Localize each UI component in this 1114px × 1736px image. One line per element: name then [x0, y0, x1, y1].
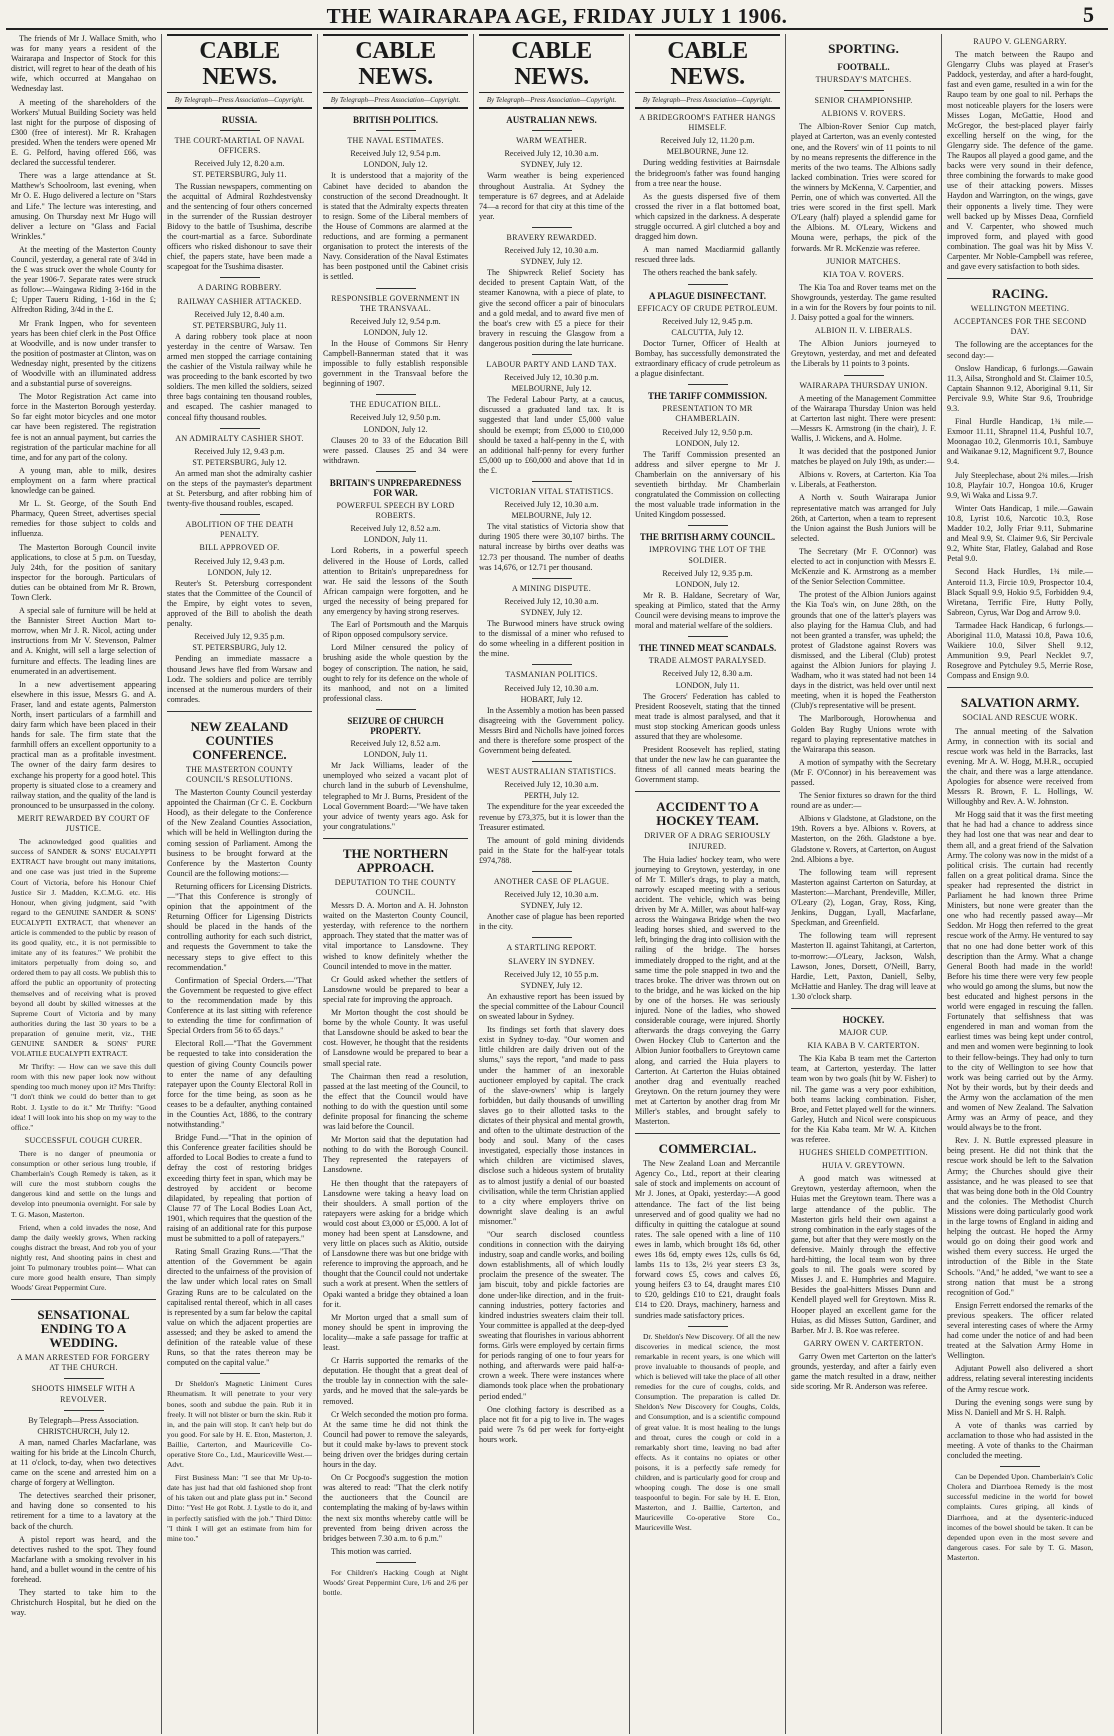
- dateline: Received July 12, 9.43 p.m.: [194, 446, 285, 456]
- article-headline: THURSDAY'S MATCHES.: [815, 75, 912, 85]
- news-paragraph: The Kia Toa and Rover teams met on the Showgrounds, yesterday. The game resulted in a win for the Rovers by four points to nil. J. Daisy potted a goal for the winners.: [791, 282, 936, 323]
- news-paragraph: The annual meeting of the Salvation Army, in connection with its social and rescue work was held in the Barracks, last evening. Mr A. W. Hogg, M.H.R., occupied the chair, and there was a large attendance. Apologies for absence were received from Messrs R. Brown, F. L. Hollings, W. Willoughby and Rev. A. W. Johnston.: [947, 726, 1093, 807]
- news-paragraph: In the Assembly a motion has been passed disagreeing with the Government policy. Messrs Bird and Nicholls have joined forces and there is therefore some prospect of the Government being defeated.: [479, 705, 624, 756]
- divider: [220, 428, 260, 429]
- section-banner: CABLE NEWS.: [167, 34, 312, 93]
- article-headline: WELLINGTON MEETING.: [970, 304, 1070, 314]
- dateline: Received July 12, 8.52 a.m.: [350, 524, 441, 534]
- news-paragraph: Mr Morton said that the deputation had nothing to do with the Borough Council. They represented the ratepayers of Lansdowne.: [323, 1135, 468, 1175]
- divider: [220, 130, 260, 131]
- section-heading: SPORTING.: [828, 41, 899, 56]
- dateline: Received July 12, 8.30 a.m.: [662, 669, 753, 679]
- news-paragraph: The Shipwreck Relief Society has decided to present Captain Watt, of the steamer Kanowna, with a piece of plate, to give the second officer a pair of binoculars and a gold medal, and to award five men of the boat's crew with £5 a piece for their bravery in rescuing the Glasgow from a dangerous position during the late hurricane.: [479, 268, 624, 348]
- news-paragraph: A motion of sympathy with the Secretary (Mr F. O'Connor) in his bereavement was passed.: [791, 757, 936, 787]
- news-paragraph: The Masterton Borough Council invite applications, to close at 5 p.m. on Tuesday, July 24th, for the position of sanitary inspector for the borough. Particulars of duties can be obtained from Mr R. Brown, Town Clerk.: [11, 542, 156, 602]
- section-banner: CABLE NEWS.: [635, 34, 780, 93]
- news-paragraph: It was decided that the postponed Junior matches be played on July 19th, as under:—: [791, 447, 936, 467]
- article-headline: AN ADMIRALTY CASHIER SHOT.: [175, 433, 304, 443]
- news-paragraph: The Kia Kaba B team met the Carterton team, at Carterton, yesterday. The latter team won by two goals (hit by W. Fisher) to nil. The game was a very poor exhibition, both teams lacking combination. Fisher, Broe, and Fettet played well for the winners. Garley, Hutch and Nicol were conspicuous for the Kia Kaba team. Mr W. A. Kitchen was referee.: [791, 1054, 936, 1144]
- article-subheadline: ALBIONS V. ROVERS.: [821, 109, 906, 119]
- article-headline: NEW ZEALAND COUNTIES CONFERENCE.: [190, 718, 289, 762]
- divider: [376, 394, 416, 395]
- dateline-place: LONDON, July 12.: [363, 424, 428, 434]
- dateline-place: SYDNEY, July 12.: [520, 160, 583, 170]
- advert-paragraph: Dr. Sheldon's New Discovery. Of all the new discoveries in medical science, the most remarkable in recent years, is one which will prove invaluable to thousands of people, and which is believed will take the place of all other remedies for the cure of coughs, colds, and Consumption. The preparation is called Dr. Sheldon's New Discovery for Coughs, Colds, and Consumption, and is a scientific compound of great value. It is most healing to the lungs and throat, cures the cough or cold in a remarkably short time, leaving no bad after effects. As it contains no opiates or other poisons, it is a perfectly safe remedy for children, and is particularly good for croup and whooping cough. The dose is one small teaspoonful to begin. For sale by H. E. Eton, Masterton, and J. Baillie, Carterton, and Mauriceville Co-operative Store Co., Mauriceville West.: [635, 1331, 780, 1533]
- divider: [635, 1133, 780, 1134]
- article-headline: SALVATION ARMY.: [960, 695, 1080, 711]
- news-paragraph: The Masterton County Council yesterday appointed the Chairman (Cr C. E. Cockburn Hood), as their delegate to the Conference of the New Zealand Counties Association, which will be held in Wellington during the coming session of Parliament. Among the business to be brought forward at the Conference by the Masterton County Council are the following motions:—: [167, 788, 312, 878]
- news-paragraph: Lord Roberts, in a powerful speech delivered in the House of Lords, called attention to Britain's unpreparedness for war. He said the lessons of the South African campaign were forgotten, and he urged the necessity of being prepared for any emergency by having strong reserves.: [323, 546, 468, 617]
- divider: [688, 384, 728, 385]
- news-paragraph: The following team will represent Masterton against Carterton on Saturday, at Masterton:—Marchant, Prendeville, Miller, O'Leary (2), Logan, Gray, Ross, King, Jenkins, Duggan, Lyall, Macfarlane, Speckman, and Greenfield.: [791, 867, 936, 928]
- news-paragraph: During the evening songs were sung by Miss N. Daniell and Mr S. H. Ralph.: [947, 1397, 1093, 1417]
- news-paragraph: A man, named Charles Macfarlane, was waiting for his bride at the Lincoln Church, at 11 o'clock, to-day, when two detectives came on the scene and arrested him on a charge of forgery at Wellington.: [11, 1437, 156, 1488]
- news-paragraph: Onslow Handicap, 6 furlongs.—Gawain 11.3, Ailsa, Stronghold and St. Claimer 10.5, Captain Shannon 9.12, Aboriginal 9.11, Sir Percivale 9.9, White Star 9.6, Troubridge 9.3.: [947, 363, 1093, 413]
- news-paragraph: President Roosevelt has replied, stating that under the new law he can guarantee the fitness of all canned meats bearing the Government stamp.: [635, 745, 780, 785]
- advert-paragraph: The acknowledged good qualities and success of SANDER & SONS' EUCALYPTI EXTRACT have brought out many imitations, and one case was just tried in the Supreme Court of Victoria, before his Honour Chief Justice Sir J. Madden, K.C.M.G. etc. His Honour, when giving judgment, said "with regard to the GENUINE SANDER & SONS' EUCALYPTI EXTRACT, that whenever an article is commended to the public by reason of its good quality, etc., it is not permissible to imitate any of its features." We prohibit the imitators perpetually from doing so, and ordered them to pay all costs. We publish this to afford the public an opportunity of protecting themselves and of receiving what is proved beyond all doubt by skilled witnesses at the Supreme Court of Victoria and by many authorities during the last 30 years to be a preparation of genuine merit, viz., THE GENUINE SANDER & SONS' PURE VOLATILE EUCALYPTI EXTRACT.: [11, 837, 156, 1059]
- divider: [688, 1326, 728, 1327]
- news-paragraph: On Cr Pocgood's suggestion the motion was altered to read: "That the clerk notify the auctioneers that the Council are contemplating the making of by-laws within the next six months whereby cattle will be prevented from being driven across the bridges between 7.30 a.m. to 6 p.m.": [323, 1473, 468, 1543]
- dateline: Received July 12, 10.30 a.m.: [504, 246, 599, 256]
- article-headline: RAUPO V. GLENGARRY.: [973, 37, 1067, 46]
- dateline-place: LONDON, July 12.: [363, 160, 428, 170]
- article-headline: COMMERCIAL.: [658, 1141, 757, 1157]
- news-paragraph: A daring robbery took place at noon yesterday in the centre of Warsaw. Ten armed men stopped the carriage containing the cashier of the Vistula railway while he was proceeding to the bank escorted by two soldiers. The men killed the soldiers, seized three bags containing ten thousand roubles, and escaped. The cashier managed to conceal fifty thousand roubles.: [167, 331, 312, 422]
- divider: [635, 791, 780, 792]
- news-paragraph: Albions v Gladstone, at Gladstone, on the 19th. Rovers a bye. Albions v. Rovers, at Masterton, on the 26th. Gladstone a bye. Gladstone v. Rovers, at Carterton, on August 2nd. Albions a bye.: [791, 814, 936, 864]
- news-paragraph: The vital statistics of Victoria show that during 1905 there were 30,107 births. The natural increase by births over deaths was 12.73 per thousand. The number of deaths was 14,676, or 12.71 per thousand.: [479, 522, 624, 572]
- dateline-place: SYDNEY, July 12.: [520, 980, 583, 990]
- article-headline: A BRIDEGROOM'S FATHER HANGS HIMSELF.: [639, 113, 776, 133]
- news-paragraph: Messrs D. A. Morton and A. H. Johnston waited on the Masterton County Council, yesterday, with reference to the northern approach. They stated that the matter was of vital importance to Lansdowne. They wished to know definitely whether the Council intended to move in the matter.: [323, 901, 468, 971]
- section-heading: BRITISH POLITICS.: [352, 115, 439, 126]
- dateline-place: ST. PETERSBURG, July 11.: [192, 320, 287, 330]
- news-paragraph: Cr Welch seconded the motion pro forma. At the same time he did not think the Council had power to remove the saleyards, but it could make by-laws to prevent stock being driven over the bridges during certain hours in the day.: [323, 1409, 468, 1470]
- dateline-place: MELBOURNE, July 12.: [511, 511, 592, 521]
- news-paragraph: A good match was witnessed at Greytown, yesterday afternoon, when the Huias met the Greytown team. There was a large attendance of the public. The Masterton girls held their own against a strong combination in the early stages of the game, but after that they were mostly on the defensive. Mainly through the effective hard-hitting, the local team won by three goals to nil. The goals were scored by Misses J. and E. Humphries and Maguire. Besides the goal-hitters Misses Dunn and Kendell played well for Greytown. Miss R. Hooper played an excellent game for the Huias, as did Misses Sutton, Gardiner, and Barber. Mr J. B. Roe was referee.: [791, 1174, 936, 1335]
- advert-paragraph: Can be Depended Upon. Chamberlain's Colic Cholera and Diarrhoea Remedy is the most successful medicine in the world for bowel complaints. Cures griping, all kinds of Diarrhoea, and at the dysenteric-induced incomes of the bowel should be taken. It can be depended upon even in the most severe and dangerous cases. For sale by T. G. Mason, Masterton.: [947, 1472, 1093, 1562]
- article-headline: BRAVERY REWARDED.: [506, 232, 597, 242]
- byline: By Telegraph—Press Association—Copyright.: [323, 94, 468, 109]
- dateline: Received July 12, 9.35 p.m.: [662, 568, 753, 578]
- divider: [947, 687, 1093, 688]
- article-headline: BRITAIN'S UNPREPAREDNESS FOR WAR.: [329, 477, 462, 498]
- divider: [1000, 1466, 1040, 1467]
- article-headline: THE BRITISH ARMY COUNCIL.: [639, 532, 776, 543]
- section-heading: RUSSIA.: [221, 115, 258, 126]
- article-subheadline: POWERFUL SPEECH BY LORD ROBERTS.: [336, 501, 455, 521]
- news-paragraph: A meeting of the Management Committee of the Wairarapa Thursday Union was held at Carterton last night. There were present:—Messrs K. Armstrong (in the chair), J. F. Wallis, J. Wickens, and A. Holme.: [791, 393, 936, 443]
- dateline-place: LONDON, July 12.: [675, 438, 740, 448]
- news-paragraph: The match between the Raupo and Glengarry Clubs was played at Fraser's Paddock, yesterday, and after a hard-fought, fast and even game, resulted in a win for the Raupo team by one goal to nil. Perhaps the most noticeable players for the losers were Misses Logan, McGattie, Hood and McGregor, the best-placed player fairly excelling herself on the wing, for the Glengarry side. The defence of the game. The Raupos all played a good game, and the backs were very sound in their defence, three combining the forwards to make good use of their attacking powers. Misses Haydon and Warrington, on the wings, gave their opponents a lively time. They were well backed up by Misses Deaa, Cornfield and V. Carpenter, who showed much improved form, and played with good combination. The goal was hit by Miss V. Carpenter. Mr Noble-Campbell was referee, and gave every satisfaction to both sides.: [947, 50, 1093, 272]
- article-subheadline: DEPUTATION TO THE COUNTY COUNCIL.: [334, 877, 457, 897]
- byline: By Telegraph—Press Association—Copyright.: [635, 94, 780, 109]
- divider: [323, 838, 468, 839]
- news-paragraph: The following team will represent Masterton II. against Tahitangi, at Carterton, to-morrow:—O'Leary, Jackson, Walsh, Lawson, Jones, Dorsett, O'Neill, Barry, Hardie, Lett, Paxton, Daniell, Selby, McHattie and Hanley. The drag will leave at 1.30 o'clock sharp.: [791, 931, 936, 1001]
- dateline-place: MELBOURNE, July 12.: [511, 384, 592, 394]
- news-paragraph: Bridge Fund.—"That in the opinion of this Conference greater facilities should be afforded to Local Bodies to create a fund to defray the cost of restoring bridges exceeding thirty feet in span, which may be destroyed by accident or become dilapidated, by repealing that portion of Clause 77 of The Local Bodies Loan Act, 1901, which requires that the question of the raising of an additional rate for this purpose must be submitted to a poll of ratepayers.": [167, 1133, 312, 1244]
- news-paragraph: Ensign Ferrett endorsed the remarks of the previous speakers. The officer related several interesting cases of where the Army had come under the notice of and had been treated at the Salvation Army Home in Wellington.: [947, 1300, 1094, 1361]
- article-subheadline: TRADE ALMOST PARALYSED.: [648, 656, 767, 666]
- news-paragraph: Rating Small Grazing Runs.—"That the attention of the Government be again directed to the unfairness of the provision of the law under which local rates on Small Grazing Runs are to be calculated on the capitalised rental thereof, which in all cases is represented by a sum far below the capital value on which the adjacent properties are assessed; and they be asked to amend the definition of the rateable value of these Runs, so that the rates thereon may be computed on the capital value.": [167, 1247, 312, 1368]
- dateline: Received July 12, 10.30 a.m.: [504, 500, 599, 510]
- news-paragraph: Lord Milner censured the policy of brushing aside the whole question by the bogey of conscription. The nation, he said, ought to rely for its defence on the whole of its manhood, and not on a limited professional class.: [323, 643, 468, 703]
- divider: [532, 578, 572, 579]
- advert-poem: Friend, when a cold invades the nose, And damp the daily weekly grows, When racking coughs distract the breast, And rob you of your nightly rest, And shooting pains in chest and joint To pulmonary troubles point— What can cure more good health ensure, Than simply Woods' Great Peppermint Cure.: [11, 1222, 156, 1293]
- dateline: Received July 12, 9.50 p.m.: [350, 413, 441, 423]
- masthead: [6, 0, 1108, 30]
- news-paragraph: Another case of plague has been reported in the city.: [479, 912, 624, 932]
- article-subheadline: SOCIAL AND RESCUE WORK.: [962, 713, 1078, 723]
- dateline-place: LONDON, July 11.: [363, 535, 428, 545]
- news-paragraph: The Burwood miners have struck owing to the dismissal of a miner who refused to do some wheeling in a different position in the mine.: [479, 619, 624, 659]
- divider: [64, 1410, 104, 1411]
- news-paragraph: A man named Macdiarmid gallantly rescued three lads.: [635, 245, 780, 265]
- column-3: [318, 34, 474, 1734]
- article-subheadline: GARRY OWEN V. CARTERTON.: [803, 1338, 924, 1348]
- news-paragraph: The Russian newspapers, commenting on the acquittal of Admiral Rozhdestvensky and the sentencing of four others concerned in the surrender of the Russian destroyer Bidovy to the battle of Tsushima, describe the court-martial as a farce. Subordinate officers who risked dishonour to save their chief, the papers state, have been made a scapegoat for the Tsushima disaster.: [167, 181, 312, 272]
- divider: [532, 130, 572, 131]
- news-paragraph: A pistol report was heard, and the detectives rushed to the spot. They found Macfarlane with a smoking revolver in his hand, and a bullet wound in the centre of his forehead.: [11, 1534, 156, 1585]
- dateline: Received July 12, 9.35 p.m.: [194, 632, 285, 642]
- article-headline: ABOLITION OF THE DEATH PENALTY.: [185, 520, 294, 540]
- byline: By Telegraph—Press Association—Copyright.: [167, 94, 312, 109]
- news-paragraph: The detectives searched their prisoner, and having done so consented to his retirement for a time to a lavatory at the back of the church.: [11, 1491, 156, 1531]
- divider: [376, 130, 416, 131]
- divider: [532, 664, 572, 665]
- news-paragraph: The Grocers' Federation has cabled to President Roosevelt, stating that the tinned meat trade is almost paralysed, and that it must stop stocking American goods unless assured that they are wholesome.: [635, 691, 780, 741]
- section-heading: HOCKEY.: [842, 1014, 885, 1025]
- news-paragraph: The friends of Mr J. Wallace Smith, who was for many years a resident of the Wairarapa and Inspector of Stock for this district, will regret to hear of the death of his wife, which occurred at Mangahao on Wednesday last.: [11, 34, 156, 94]
- divider: [844, 90, 884, 91]
- divider: [376, 709, 416, 710]
- article-subheadline: EFFICACY OF CRUDE PETROLEUM.: [637, 303, 778, 313]
- columns: [6, 34, 1108, 1734]
- news-paragraph: Cr Harris supported the remarks of the deputation. He thought that a great deal of the trouble lay in connection with the sale-yards, and he moved that the sale-yards be removed.: [323, 1356, 468, 1406]
- news-paragraph: Adjutant Powell also delivered a short address, relating several interesting incidents of the Army rescue work.: [947, 1364, 1093, 1394]
- news-paragraph: The Tariff Commission presented an address and silver epergne to Mr J. Chamberlain on the anniversary of his seventieth birthday. Mr Chamberlain congratulated the Commission on collecting the most valuable trade information in the United Kingdom possessed.: [635, 449, 780, 520]
- news-paragraph: It is understood that a majority of the Cabinet have decided to abandon the construction of the second Dreadnought. It is stated that the Admiralty expects threaten to resign. Some of the Liberal members of the House of Commons are alarmed at the reductions, and are forming a permanent organisation to protect the interests of the Navy. Consideration of the Naval Estimates has been postponed until the Cabinet crisis is settled.: [323, 171, 468, 282]
- section-heading: AUSTRALIAN NEWS.: [506, 115, 597, 126]
- article-headline: THE NORTHERN APPROACH.: [342, 845, 449, 875]
- news-paragraph: Mr Morton thought the cost should be borne by the whole County. It was useful that Lansdowne should be asked to bear the cost. However, he thought that the residents of Lansdowne would be prepared to bear a small special rate.: [323, 1008, 468, 1068]
- article-headline: MERIT REWARDED BY COURT OF JUSTICE.: [17, 813, 150, 834]
- article-subheadline: RAILWAY CASHIER ATTACKED.: [177, 296, 302, 306]
- news-paragraph: The Huia ladies' hockey team, who were journeying to Greytown, yesterday, in one of Mr T. Miller's drags, to play a match, narrowly escaped meeting with a serious accident. The vehicle, which was being driven by Mr A. Miller, was about half-way across the Waingawa Bridge when the two leading horses shied, and swerved to the left, bringing the drag into collision with the railing of the bridge. The horses immediately dropped to the right, and at the same time the pole snapped in two and the traces broke. The driver was thrown out on to the bridge, and he was kicked on the hip by one of the horses. He was seriously injured. None of the ladies, who showed considerable courage, were injured. Shortly afterwards the drags conveying the Garry Owen Hockey Club to Carterton and the Albion Junior footballers to Greytown came along, and carried the Huia players to Carterton. At Carterton the Huias obtained another drag and eventually reached Greytown. On the return journey they were met at Carterton by another drag from Mr Miller's stables, and brought safely to Masterton.: [635, 854, 780, 1127]
- article-headline: WARM WEATHER.: [516, 136, 587, 146]
- news-paragraph: The Federal Labour Party, at a caucus, discussed a graduated land tax. It is suggested that land under £5,000 value should be exempt; from £5,000 to £10,000 should be taxed a half-penny in the £, with an additional half-penny for every further £5,000 up to £60,000 and above that 1d in the £.: [479, 395, 624, 475]
- news-paragraph: Mr Frank Ingpen, who for seventeen years has been chief clerk in the Post Office at Woodville, and is now under transfer to the position of postmaster at Clinton, was on Wednesday night, presented by the citizens of Woodville with an illuminated address and a substantial purse of sovereigns.: [11, 318, 156, 389]
- article-headline: THE EDUCATION BILL.: [350, 400, 441, 410]
- divider: [376, 471, 416, 472]
- news-paragraph: Tarmadee Hack Handicap, 6 furlongs.—Aboriginal 11.0, Matassi 10.8, Pawa 10.6, Waikiere 10.0, Silver Shell 9.12, Ammunition 9.9, Pearl Necklet 9.7, Rosegrove and Pytchuley 9.5, Merrie Rose, Compass and Ensign 9.0.: [947, 620, 1093, 681]
- column-5: [630, 34, 786, 1734]
- article-headline: RESPONSIBLE GOVERNMENT IN THE TRANSVAAL.: [331, 293, 460, 313]
- article-headline: THE TARIFF COMMISSION.: [647, 391, 768, 402]
- dateline: Received July 12, 8.20 a.m.: [194, 159, 285, 169]
- dateline: Received July 12, 10.30 p.m.: [504, 373, 599, 383]
- dateline: Received July 12, 10 55 p.m.: [504, 969, 599, 979]
- column-2: [162, 34, 318, 1734]
- dateline: Received July 12, 8.52 a.m.: [350, 739, 441, 749]
- dateline: Received July 12, 9.43 p.m.: [194, 556, 285, 566]
- news-paragraph: Its findings set forth that slavery does exist in Sydney to-day. "Our women and little children are daily driven out of the slums," says the report, "and made to pass under the hammer of an inexorable auctioneer employed by capital. The crack of the slave-owners' whip is largely forbidden, but daily thousands of unwilling slaves go to their allotted tasks to the dictates of their physical and mental growth, and often to the ultimate destruction of the body and soul. Many of the cases investigated, especially those instances in which children are victimised slaves, disclose such a hideous system of brutality as to almost justify a denial of our boasted civilisation, while the term Christian applied to a city where employers thrive on downright slave dealing is an awful misnomer.": [479, 1025, 624, 1226]
- news-paragraph: One clothing factory is described as a place not fit for a pig to live in. The wages paid were 7s 6d per week for forty-eight hours work.: [479, 1404, 624, 1444]
- news-paragraph: An armed man shot the admiralty cashier on the steps of the paymaster's department at St. Petersburg, and after robbing him of twenty-five thousand roubles, escaped.: [167, 468, 312, 509]
- advert-paragraph: For Children's Hacking Cough at Night Woods' Great Peppermint Cure, 1/6 and 2/6 per bottle.: [323, 1567, 468, 1598]
- divider: [220, 1373, 260, 1374]
- news-paragraph: "Our search disclosed countless conditions in connection with the dairying industry, soap and candle works, and boiling down establishments, all of which loudly proclaim the presence of the sweater. The jam biscuit, toby and pickle factories are done under-like direction, and in the fruit-canning industries, pottery factories and kindred industries sweaters claim their toll. Your committee is appalled at the deep-dyed sweating that flourishes in various abhorrent forms. Girls were employed by certain firms for periods ranging of one to four years for nothing, and afterwards were paid half-a-crown a week. There were instances where diamonds took place when the probationary period ended.": [479, 1230, 624, 1401]
- news-paragraph: An exhaustive report has been issued by the special committee of the Labour Council on sweated labour in Sydney.: [479, 991, 624, 1022]
- advert-paragraph: Mr Thrifty: — How can we save this dull room with this new paper look now without spending too much money upon it? Mrs Thrifty: "I don't think we could do better than to get Robt. J. Lystle to do it." Mr Thrifty: "Good idea! I will look into his shop on my way to the office.": [11, 1062, 156, 1132]
- dateline: Received July 12, 9.54 p.m.: [350, 316, 441, 326]
- dateline: Received July 12, 10.30 a.m.: [504, 596, 599, 606]
- dateline-place: CHRISTCHURCH, July 12.: [37, 1426, 130, 1436]
- article-headline: TASMANIAN POLITICS.: [505, 670, 598, 680]
- news-paragraph: Mr Morton urged that a small sum of money should be spent in improving the locality—make a safe passage for traffic at least.: [323, 1312, 468, 1353]
- news-paragraph: Rev. J. N. Buttle expressed pleasure in being present. He did not think that the rescue work should be left to the Salvation Army; the Churches should give their assistance, and he was pleased to see that that was being done both in the Old Country and the colonies. The Methodist Church Missions were doing particularly good work in the large towns of England in aiding and helping the outcast. He hoped the Army would go on doing their good work and wished them every success. He urged the introduction of the Bible in the State Schools. "And," he added, "we want to see a strong nation that must be a strong recognition of God.": [947, 1136, 1093, 1297]
- divider: [791, 1008, 936, 1009]
- column-4: [474, 34, 630, 1734]
- divider: [532, 937, 572, 938]
- news-paragraph: Mr Jack Williams, leader of the unemployed who seized a vacant plot of church land in the suburb of Levenshulme, telegraphed to Mr J. Burns, President of the Local Government Board:—"We have taken your advice of twenty years ago. Ask for your congratulations.": [323, 761, 468, 831]
- news-paragraph: The protest of the Albion Juniors against the Kia Toa's win, on June 28th, on the grounds that one of the latter's players was also playing for the Hamua Club, and had not been granted a transfer, was upheld; the protest of Gladstone against Rovers was dismissed, and the Liberal (Club) protest against the Albion Juniors for playing J. Wadham, who it was stated had not been 14 days in the district, was held over until next meeting, when it is hoped the Featherston (Club)'s representative will be present.: [791, 590, 936, 711]
- article-headline: HUGHES SHIELD COMPETITION.: [799, 1148, 928, 1158]
- news-paragraph: Returning officers for Licensing Districts.—"That this Conference is strongly of opinion that the appointment of the Returning Officer for Ligensing Districts should be placed in the hands of the controlling authority for each such district, and requests the Government to take the necessary steps to give effect to this recommendation.": [167, 881, 312, 972]
- news-paragraph: The amount of gold mining dividends paid in the State for the half-year totals £974,788.: [479, 835, 624, 865]
- news-paragraph: A meeting of the shareholders of the Workers' Mutual Building Society was held last night for the purpose of disposing of £300 (free of interest). Mr R. Krahagen presided. When the tenders were opened Mr E. G. Pelford, having offered £66, was declared the successful tenderer.: [11, 97, 156, 168]
- article-headline: THE COURT-MARTIAL OF NAVAL OFFICERS.: [174, 136, 305, 156]
- page-number: 5: [1083, 2, 1094, 27]
- dateline: Received July 12, 10.30 a.m.: [504, 149, 599, 159]
- article-headline: WAIRARAPA THURSDAY UNION.: [799, 380, 928, 390]
- news-paragraph: Cr Gould asked whether the settlers of Lansdowne would be prepared to bear a special rate for improving the approach.: [323, 974, 468, 1004]
- news-paragraph: A special sale of furniture will be held at the Bannister Street Auction Mart to-morrow, when Mr J. R. Nicol, acting under instructions from Mr V. Stevenson, Palmer and A. Knight, will sell a large selection of furniture and effects. The leading lines are enumerated in an advertisement.: [11, 606, 156, 676]
- dateline: Received July 12, 8.40 a.m.: [194, 309, 285, 319]
- dateline-place: ST. PETERSBURG, July 11.: [192, 170, 287, 180]
- news-paragraph: Mr R. B. Haldane, Secretary of War, speaking at Pimlico, stated that the Army Council were devising means to improve the moral and material welfare of the soldiers.: [635, 590, 780, 631]
- article-subheadline: SHOOTS HIMSELF WITH A REVOLVER.: [31, 1384, 136, 1404]
- news-paragraph: The Albion Juniors journeyed to Greytown, yesterday, and met and defeated the Liberals by 11 points to 3 points.: [791, 339, 936, 369]
- news-paragraph: In the House of Commons Sir Henry Campbell-Bannerman stated that it was impossible to fully establish responsible government in the Transvaal before the beginning of 1907.: [323, 338, 468, 389]
- news-paragraph: The Marlborough, Horowhenua and Golden Bay Rugby Unions wrote with regard to playing representative matches in the Wairarapa this season.: [791, 714, 936, 754]
- news-paragraph: The following are the acceptances for the second day:—: [947, 340, 1093, 360]
- news-paragraph: The Secretary (Mr F. O'Connor) was elected to act in conjunction with Messrs E. McKenzie and K. Armstrong as a member of the Senior Selection Committee.: [791, 546, 936, 587]
- news-paragraph: The Albion-Rover Senior Cup match, played at Carterton, was an evenly contested one, and the Rovers' win of 11 points to nil by no means represents the difference in the merits of the two teams. The Albions sadly lacked combination. Tries were scored for the winners by McKenna, V. Carpentier, and Perrin, one of which was converted. All the tries were scored in the first spell. Mark O'Leary (half) played a splendid game for the Albions. M. O'Leary, Wickens and Mouna were, perhaps, the pick of the forwards. Mr R. McKenzie was referee.: [791, 122, 936, 253]
- news-paragraph: During wedding festivities at Bairnsdale the bridegroom's father was found hanging from a tree near the house.: [635, 158, 780, 188]
- article-headline: A PLAGUE DISINFECTANT.: [649, 290, 766, 301]
- article-headline: VICTORIAN VITAL STATISTICS.: [489, 487, 614, 496]
- article-subheadline: THE MASTERTON COUNTY COUNCIL'S RESOLUTIONS.: [185, 764, 294, 784]
- article-headline: LABOUR PARTY AND LAND TAX.: [486, 359, 617, 369]
- news-paragraph: Pending an immediate massacre a thousand Jews have fled from Warsaw and Lodz. The soldiers and police are terribly incensed at the numerous murders of their comrades.: [167, 654, 312, 704]
- section-heading: FOOTBALL.: [837, 62, 890, 72]
- divider: [532, 227, 572, 228]
- news-paragraph: Final Hurdle Handicap, 1¾ mile.—Exmoor 11.11, Shrapnel 11.4, Pushful 10.7, Moonagao 10.2, Glenmorris 10.1, Sambuye and Waikanae 9.12, Magnificent 9.7, Bounce 9.4.: [947, 417, 1093, 467]
- article-subheadline: ALBION II. V. LIBERALS.: [814, 326, 913, 336]
- article-subheadline: SLAVERY IN SYDNEY.: [508, 956, 595, 966]
- column-6: [786, 34, 942, 1734]
- news-paragraph: The Chairman then read a resolution, passed at the last meeting of the Council, to the effect that the Council would have nothing to do with the question until some definite proposal for financing the scheme was laid before the Council.: [323, 1071, 468, 1132]
- column-1: [6, 34, 162, 1734]
- article-subheadline: HUIA V. GREYTOWN.: [822, 1161, 905, 1171]
- article-headline: ANOTHER CASE OF PLAGUE.: [493, 877, 610, 886]
- dateline-place: LONDON, July 12.: [675, 579, 740, 589]
- dateline-place: LONDON, July 12.: [207, 567, 272, 577]
- byline: By Telegraph—Press Association—Copyright.: [479, 94, 624, 109]
- dateline-place: PERTH, July 12.: [524, 791, 579, 801]
- dateline-place: SYDNEY, July 12.: [520, 607, 583, 617]
- divider: [532, 481, 572, 482]
- dateline: Received July 12, 9.50 p.m.: [662, 427, 753, 437]
- masthead-title: THE WAIRARAPA AGE, FRIDAY JULY 1⁠ 1906.: [326, 4, 788, 28]
- dateline-place: ST. PETERSBURG, July 12.: [192, 643, 287, 653]
- news-paragraph: In a new advertisement appearing elsewhere in this issue, Messrs G. and A. Fraser, land and estate agents, Palmerston North, insert particulars of a farmhill and dairy farm which have been placed in their hands for sale. The firm state that the farmhill offers an excellent opportunity to a practical man as a profitable investment. The owner of the dairy farm desires to exchange his property for a good hotel. This property is situated close to a creamery and railway station, and the quality of the land is pronounced to be unsurpassed in the colony.: [11, 679, 156, 810]
- news-paragraph: Second Hack Hurdles, 1¾ mile.—Anteroid 11.3, Fircie 10.9, Prospector 10.4, Black Squall 9.9, Hokio 9.5, Forbidden 9.4, Wiretana, Terrific Fire, Hutty Polly, Sabreon, Cyrus, War Dog and Arrow 9.0.: [947, 567, 1093, 617]
- divider: [376, 288, 416, 289]
- divider: [947, 278, 1093, 279]
- news-paragraph: He then thought that the ratepayers of Lansdowne were taking a heavy load on their shoulders. A small portion of the ratepayers were asking for a bridge which would cost about £3,000 or £5,000. A lot of money had been spent at Lansdowne, and very little on places such as Akitio, outside of Lansdowne there was but one bridge with reference to improving the approach, and he thought that the Council could not undertake such a work at present. When the settlers of Opaki wanted a bridge they obtained a loan for it.: [323, 1178, 468, 1309]
- divider: [688, 284, 728, 285]
- news-paragraph: The Senior fixtures so drawn for the third round are as under:—: [791, 791, 936, 811]
- news-paragraph: The others reached the bank safely.: [643, 268, 758, 278]
- dateline-place: ST. PETERSBURG, July 12.: [192, 457, 287, 467]
- article-headline: A STARTLING REPORT.: [506, 943, 597, 953]
- article-subheadline: IMPROVING THE LOT OF THE SOLDIER.: [649, 545, 766, 565]
- divider: [220, 277, 260, 278]
- article-subheadline: JUNIOR MATCHES.: [826, 256, 901, 266]
- column-7: [942, 34, 1098, 1734]
- dateline-place: LONDON, July 12.: [363, 327, 428, 337]
- dateline: Received July 12, 10.30 a.m.: [504, 683, 599, 693]
- dateline-place: LONDON, July 11.: [363, 750, 428, 760]
- news-paragraph: At the meeting of the Masterton County Council, yesterday, a general rate of 3/4d in the £ was struck over the whole County for the year 1906-7. Separate rates were struck as follow:—Waingawa Riding 3-16d in the £; Upper Taueru Riding, 1-16d in the £; Alfredton Riding, 3/4d in the £.: [11, 244, 156, 315]
- divider: [688, 636, 728, 637]
- article-subheadline: KIA TOA V. ROVERS.: [822, 269, 905, 279]
- advert-headline: SUCCESSFUL COUGH CURER.: [24, 1135, 143, 1145]
- news-paragraph: Garry Owen met Carterton on the latter's grounds, yesterday, and after a fairly even game the match resulted in a draw, neither side scoring. Mr R. Anderson was referee.: [791, 1351, 936, 1392]
- divider: [11, 1299, 156, 1300]
- article-headline: A MINING DISPUTE.: [511, 583, 592, 593]
- news-paragraph: Electoral Roll.—"That the Government be requested to take into consideration the question of giving County Councils power to enter the name of any defaulting ratepayer upon the County Electoral Roll in force for the time being, as soon as he ceases to be a defaulter, anything contained in the Counties Act, 1886, to the contrary notwithstanding.": [167, 1039, 312, 1130]
- article-headline: WEST AUSTRALIAN STATISTICS.: [486, 767, 617, 777]
- divider: [220, 514, 260, 515]
- advert-paragraph: There is no danger of pneumonia or consumption or other serious lung trouble, if Chamberlain's Cough Remedy is taken, as it will cure the most stubborn coughs the dangerous kind and settle on the lungs and develop into pneumonia overnight. For sale by T. G. Mason, Masterton.: [11, 1148, 156, 1219]
- section-banner: CABLE NEWS.: [479, 34, 624, 93]
- dateline: Received July 12, 10.30 a.m.: [504, 780, 599, 790]
- divider: [376, 1562, 416, 1563]
- article-headline: THE TINNED MEAT SCANDALS.: [638, 643, 777, 654]
- dateline-place: SYDNEY, July 12.: [520, 901, 583, 911]
- news-paragraph: The Earl of Portsmouth and the Marquis of Ripon opposed compulsory service.: [323, 620, 468, 640]
- dateline-place: HOBART, July 12.: [520, 694, 583, 704]
- news-paragraph: Mr Hogg said that it was the first meeting that he had had a chance to address since they had lost one that was near and dear to them all, and a great friend of the Salvation Army. The colony was now in the midst of a political crisis. The curtain had recently fallen on a great political drama. Since the speaker had represented the district in Parliament he had known three Prime Ministers, but none were greater than the one who had recently passed away—Mr Seddon. Mr Hogg then referred to the great rescue work of the Army. He ventured to say that no one had done better work of this description than the Army. What a change General Booth had made in the world! Before his time there were very few people who would go among the slums, but now the best educated and highest persons in the world were engaged in rescuing the fallen. Fortunately that selfishness that was engendered in man and woman from the earliest times was being kept under control, and men and women were beginning to look to their fellow-beings. They had only to turn to the city of Wellington to see how that work was being carried out by the Army. Not by their words, but by their deeds and the Army won the acclamation of the men and women of New Zealand. The Salvation Army was an Army of peace, and they would always be to the front.: [947, 810, 1093, 1133]
- dateline-place: LONDON, July 11.: [675, 680, 740, 690]
- news-paragraph: A vote of thanks was carried by acclamation to those who had assisted in the meeting. A vote of thanks to the Chairman concluded the meeting.: [947, 1420, 1093, 1461]
- dateline: Received July 12, 11.20 p.m.: [660, 136, 755, 146]
- article-subheadline: KIA KABA B V. CARTERTON.: [807, 1041, 920, 1051]
- news-paragraph: Reuter's St. Petersburg correspondent states that the Committee of the Council of the Empire, by eight votes to seven, approved of the Bill to abolish the death penalty.: [167, 578, 312, 629]
- divider: [688, 525, 728, 526]
- article-subheadline: A MAN ARRESTED FOR FORGERY AT THE CHURCH.: [16, 1353, 151, 1373]
- news-paragraph: July Steeplechase, about 2¾ miles.—Irish 10.8, Playfair 10.7, Hongoa 10.6, Kruger 9.9, Wi Waka and Lissa 9.7.: [947, 470, 1093, 500]
- news-paragraph: Mr L. St. George, of the South End Pharmacy, Queen Street, advertises special remedies for those subject to colds and influenza.: [11, 499, 156, 539]
- article-subheadline: PRESENTATION TO MR CHAMBERLAIN.: [662, 404, 753, 424]
- article-headline: THE NAVAL ESTIMATES.: [347, 136, 444, 146]
- news-paragraph: Winter Oats Handicap, 1 mile.—Gawain 10.8, Lyrist 10.6, Narcotic 10.3, Rose Madder 10.2, Jolly Friar 9.11, Submarine and Meal 9.9, St. Claimer 9.6, Sir Percivale 9.2, White Star, Flatley, Galabad and Rose Petal 9.0.: [947, 503, 1093, 564]
- news-paragraph: As the guests dispersed five of them crossed the river in a flat bottomed boat, which capsized in the darkness. A desperate struggle occurred. A girl clutched a boy and dragged him down.: [635, 191, 780, 242]
- news-paragraph: Confirmation of Special Orders.—"That the Government be requested to give effect to the recommendation made by this Conference at its last sitting with reference to extending the time for confirmation of Special Orders from 56 to 65 days.": [167, 975, 312, 1036]
- news-paragraph: Albions v. Rovers, at Carterton. Kia Toa v. Liberals, at Featherston.: [791, 470, 936, 490]
- article-headline: SENSATIONAL ENDING TO A WEDDING.: [37, 1307, 130, 1351]
- dateline: Received July 12, 10.30 a.m.: [504, 890, 599, 900]
- divider: [64, 1378, 104, 1379]
- dateline: Received July 12, 9.54 p.m.: [350, 149, 441, 159]
- news-paragraph: A North v. South Wairarapa Junior representative match was arranged for July 26th, at Carterton, when a team to represent the Union against the Bush Juniors will be selected.: [791, 493, 936, 543]
- news-paragraph: There was a large attendance at St. Matthew's Schoolroom, last evening, when Mr O. E. Hugo delivered a lecture on "Stars and Life." The lecture was interesting, and amusing. On Thursday next Mr Hugo will deliver a lecture on "Glass and Facial Wrinkles.": [11, 171, 156, 241]
- advert-paragraph: First Business Man: "I see that Mr Up-to-date has just had that old fashioned shop front of his taken out and plate glass put in." Second Ditto: "Yes! He got Robt. J. Lystle to do it, and in perfectly satisfied with the job." Third Ditto: "I think I will get an estimate from him for mine too.": [167, 1473, 312, 1543]
- divider: [532, 761, 572, 762]
- article-headline: A DARING ROBBERY.: [197, 283, 282, 293]
- divider: [844, 375, 884, 376]
- news-paragraph: This motion was carried.: [331, 1546, 412, 1556]
- news-paragraph: Doctor Turner, Officer of Health at Bombay, has successfully demonstrated the extraordinary efficacy of crude petroleum as a plague disinfectant.: [635, 338, 780, 379]
- news-paragraph: They started to take him to the Christchurch Hospital, but he died on the way.: [11, 1588, 156, 1618]
- section-heading: RACING.: [992, 286, 1048, 302]
- article-subheadline: ACCEPTANCES FOR THE SECOND DAY.: [953, 317, 1087, 337]
- advert-paragraph: Dr Sheldon's Magnetic Liniment Cures Rheumatism. It will penetrate to your very bones, sooth and subdue the pain. Rub it in freely. It will not blister or burn the skin. Rub it in, and the pain will stop. It can't help but do you good. For sale by H. E. Eton, Masterton, J. Baillie, Carterton, and Mauriceville Co-operative Store Co., Ltd., Mauriceville West.—Advt.: [167, 1379, 312, 1470]
- article-headline: SEIZURE OF CHURCH PROPERTY.: [347, 715, 444, 736]
- article-subheadline: DRIVER OF A DRAG SERIOUSLY INJURED.: [644, 831, 771, 851]
- dateline-place: SYDNEY, July 12.: [520, 257, 583, 267]
- article-subheadline: BILL APPROVED OF.: [199, 543, 280, 553]
- article-subheadline: SENIOR CHAMPIONSHIP.: [814, 96, 913, 106]
- news-paragraph: The New Zealand Loan and Mercantile Agency Co., Ltd., report at their clearing sale of stock and implements on account of Mr J. Jones, at Opaki, yesterday:—A good attendance. The fact of the list being unreserved and of good quality we had no difficulty in quitting the catalogue at sound rates. The sale opened with a line of 110 ewes in lamb, which brought 18s 6d, other ewes 18s 6d, empty ewes 12s, culls 6s 6d, lambs 11s to 13s, 2½ year steers £3 3s, forward cows £5, cows and calves £6, young heifers £3 to £4, draught mares £10 to £20, geldings £10 to £21, draught foals £14 to £20. Drays, machinery, harness and sundries made satisfactory prices.: [635, 1159, 780, 1320]
- divider: [532, 354, 572, 355]
- dateline-place: CALCUTTA, July 12.: [671, 327, 744, 337]
- news-paragraph: The expenditure for the year exceeded the revenue by £73,375, but it is lower than the Treasurer estimated.: [479, 802, 624, 832]
- divider: [532, 871, 572, 872]
- news-paragraph: Clauses 20 to 33 of the Education Bill were passed. Clauses 25 and 34 were withdrawn.: [323, 435, 468, 465]
- article-headline: ACCIDENT TO A HOCKEY TEAM.: [656, 799, 759, 829]
- news-paragraph: A young man, able to milk, desires employment on a farm where practical knowledge can be gained.: [11, 465, 156, 496]
- section-banner: CABLE NEWS.: [323, 34, 468, 93]
- dateline: Received July 12, 9.45 p.m.: [662, 316, 753, 326]
- dateline-place: MELBOURNE, June 12.: [666, 147, 749, 157]
- divider: [167, 711, 312, 712]
- news-paragraph: The Motor Registration Act came into force in the Masterton Borough yesterday. So far eight motor bicycles and one motor car have been registered. The registration fee is not an annual payment, but carries the registration of the particular machine for all time, and for any part of the colony.: [11, 392, 156, 462]
- byline: By Telegraph—Press Association.: [28, 1415, 139, 1425]
- news-paragraph: Warm weather is being experienced throughout Australia. At Sydney the temperature is 67 degrees, and at Adelaide 74—a record for that city at this time of the year.: [479, 171, 624, 221]
- article-headline: MAJOR CUP.: [839, 1028, 888, 1038]
